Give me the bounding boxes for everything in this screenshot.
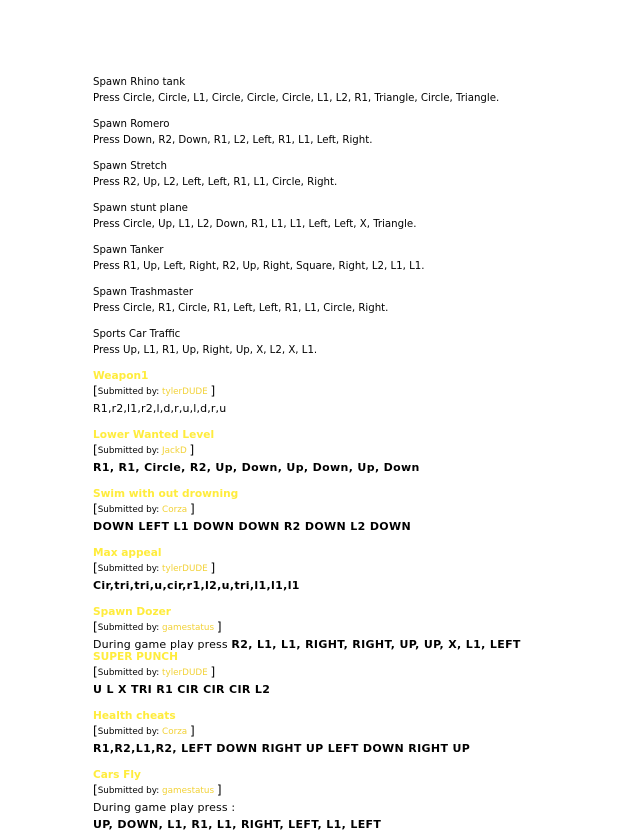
cheat-entry bbox=[93, 75, 598, 107]
cheat-title: Lower Wanted Level bbox=[93, 429, 215, 441]
submitted-by-line bbox=[93, 783, 598, 799]
cheat-entry bbox=[93, 327, 598, 359]
cheat-code: Press Down, R2, Down, R1, L2, Left, R1, L1, Left, Right. bbox=[93, 135, 373, 146]
cheat-entry bbox=[93, 243, 598, 275]
cheat-title: Health cheats bbox=[93, 710, 176, 722]
cheat-title: Spawn Tanker bbox=[93, 245, 164, 256]
bracket-open: [ bbox=[93, 724, 98, 738]
bracket-open: [ bbox=[93, 502, 98, 516]
submitted-label: Submitted by: bbox=[97, 505, 160, 515]
submitted-cheat bbox=[93, 650, 598, 698]
cheat-code: UP, DOWN, L1, R1, L1, RIGHT, LEFT, L1, LEFT bbox=[93, 818, 382, 831]
submitter-name[interactable]: JackD bbox=[162, 446, 187, 456]
cheat-title: Weapon1 bbox=[93, 370, 149, 382]
cheat-title: SUPER PUNCH bbox=[93, 651, 178, 663]
submitted-by-line bbox=[93, 724, 598, 740]
cheat-code: Cir,tri,tri,u,cir,r1,l2,u,tri,l1,l1,l1 bbox=[93, 579, 300, 592]
cheat-entry bbox=[93, 285, 598, 317]
cheat-code-prefix: During game play press bbox=[93, 638, 232, 651]
submitted-label: Submitted by: bbox=[97, 446, 160, 456]
cheat-code: DOWN LEFT L1 DOWN DOWN R2 DOWN L2 DOWN bbox=[93, 520, 412, 533]
submitted-by-line bbox=[93, 665, 598, 681]
submitted-by-line bbox=[93, 561, 598, 577]
submitter-name[interactable]: gamestatus bbox=[162, 623, 215, 633]
submitted-label: Submitted by: bbox=[97, 668, 160, 678]
submitted-label: Submitted by: bbox=[97, 564, 160, 574]
cheat-code-prefix: During game play press : bbox=[93, 801, 236, 814]
bracket-close: ] bbox=[210, 665, 216, 679]
bracket-open: [ bbox=[93, 443, 98, 457]
bracket-close: ] bbox=[216, 620, 222, 634]
cheat-code: R1, R1, Circle, R2, Up, Down, Up, Down, Up, Down bbox=[93, 461, 420, 474]
cheat-code: R2, L1, L1, RIGHT, RIGHT, UP, UP, X, L1, LEFT bbox=[231, 638, 521, 651]
bracket-close: ] bbox=[189, 443, 195, 457]
submitter-name[interactable]: Corza bbox=[162, 505, 188, 515]
bracket-close: ] bbox=[190, 724, 195, 738]
submitted-label: Submitted by: bbox=[97, 623, 160, 633]
submitted-by-line bbox=[93, 620, 598, 636]
cheat-entry bbox=[93, 201, 598, 233]
cheat-entry bbox=[93, 159, 598, 191]
submitted-cheat bbox=[93, 428, 598, 476]
submitted-cheat bbox=[93, 605, 598, 653]
cheat-entry bbox=[93, 117, 598, 149]
bracket-open: [ bbox=[93, 561, 98, 575]
submitted-cheat bbox=[93, 768, 598, 833]
cheat-title: Spawn Trashmaster bbox=[93, 287, 194, 298]
bracket-close: ] bbox=[190, 502, 195, 516]
bracket-open: [ bbox=[93, 783, 98, 797]
cheat-code: R1,R2,L1,R2, LEFT DOWN RIGHT UP LEFT DOWN RIGHT UP bbox=[93, 742, 471, 755]
cheat-title: Spawn Rhino tank bbox=[93, 77, 186, 88]
submitter-name[interactable]: tylerDUDE bbox=[162, 387, 208, 397]
cheat-title: Max appeal bbox=[93, 547, 162, 559]
submitted-cheat bbox=[93, 487, 598, 535]
cheat-code: Press Up, L1, R1, Up, Right, Up, X, L2, X, L1. bbox=[93, 345, 318, 356]
submitter-name[interactable]: Corza bbox=[162, 727, 188, 737]
bracket-close: ] bbox=[216, 783, 222, 797]
cheat-code: Press Circle, Circle, L1, Circle, Circle, Circle, L1, L2, R1, Triangle, Circle, Triangle. bbox=[93, 93, 500, 104]
bracket-open: [ bbox=[93, 384, 98, 398]
submitted-cheat bbox=[93, 369, 598, 417]
submitter-name[interactable]: tylerDUDE bbox=[162, 564, 208, 574]
submitter-name[interactable]: gamestatus bbox=[162, 786, 215, 796]
submitted-by-line bbox=[93, 502, 598, 518]
submitted-cheat bbox=[93, 709, 598, 757]
bracket-close: ] bbox=[210, 561, 216, 575]
cheat-code: Press R1, Up, Left, Right, R2, Up, Right, Square, Right, L2, L1, L1. bbox=[93, 261, 425, 272]
bracket-open: [ bbox=[93, 665, 98, 679]
submitted-label: Submitted by: bbox=[97, 387, 160, 397]
cheat-title: Spawn Romero bbox=[93, 119, 170, 130]
bracket-close: ] bbox=[210, 384, 216, 398]
cheat-code: R1,r2,l1,r2,l,d,r,u,l,d,r,u bbox=[93, 402, 227, 415]
submitted-label: Submitted by: bbox=[97, 727, 160, 737]
bracket-open: [ bbox=[93, 620, 98, 634]
cheat-code: Press Circle, R1, Circle, R1, Left, Left, R1, L1, Circle, Right. bbox=[93, 303, 389, 314]
cheat-title: Swim with out drowning bbox=[93, 488, 239, 500]
submitted-by-line bbox=[93, 443, 598, 459]
cheat-title: Spawn Stretch bbox=[93, 161, 167, 172]
submitter-name[interactable]: tylerDUDE bbox=[162, 668, 208, 678]
cheat-title: Spawn stunt plane bbox=[93, 203, 188, 214]
submitted-label: Submitted by: bbox=[97, 786, 160, 796]
cheat-title: Sports Car Traffic bbox=[93, 329, 181, 340]
cheat-code: Press R2, Up, L2, Left, Left, R1, L1, Circle, Right. bbox=[93, 177, 338, 188]
cheat-code: U L X TRI R1 CIR CIR CIR L2 bbox=[93, 683, 271, 696]
cheat-title: Cars Fly bbox=[93, 769, 141, 781]
submitted-by-line bbox=[93, 384, 598, 400]
cheat-title: Spawn Dozer bbox=[93, 606, 172, 618]
cheat-code: Press Circle, Up, L1, L2, Down, R1, L1, L1, Left, Left, X, Triangle. bbox=[93, 219, 417, 230]
submitted-cheat bbox=[93, 546, 598, 594]
